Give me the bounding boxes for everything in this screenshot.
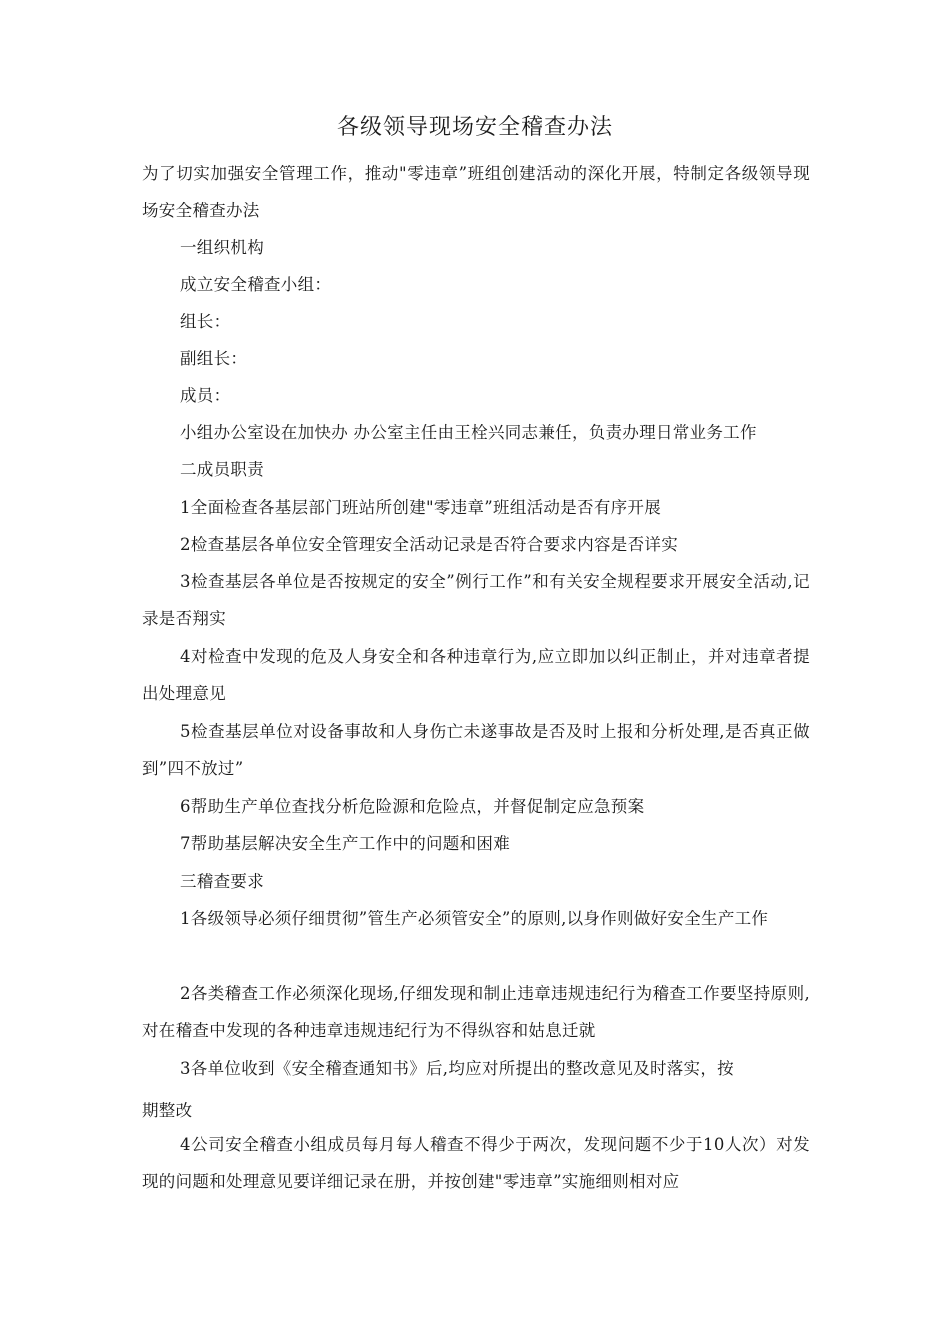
section-heading-requirements: 三稽查要求	[180, 872, 264, 891]
section-heading-organization: 一组织机构	[180, 238, 264, 257]
list-item: 5检查基层单位对设备事故和人身伤亡未遂事故是否及时上报和分析处理,是否真正做到”四不放过”	[142, 722, 810, 778]
paragraph: 副组长：	[180, 349, 248, 368]
list-item-continuation: 期整改	[142, 1101, 193, 1120]
intro-paragraph: 为了切实加强安全管理工作，推动"零违章”班组创建活动的深化开展，特制定各级领导现场安全稽查办法	[142, 164, 810, 220]
paragraph: 成员：	[180, 386, 231, 405]
list-item: 4公司安全稽查小组成员每月每人稽查不得少于两次，发现问题不少于10人次）对发现的问题和处理意见要详细记录在册，并按创建"零违章”实施细则相对应	[142, 1135, 810, 1191]
list-item: 2各类稽查工作必须深化现场,仔细发现和制止违章违规违纪行为稽查工作要坚持原则,对在稽查中发现的各种违章违规违纪行为不得纵容和姑息迁就	[142, 984, 810, 1040]
paragraph: 组长：	[180, 312, 231, 331]
paragraph: 小组办公室设在加快办 办公室主任由王栓兴同志兼任，负责办理日常业务工作	[180, 423, 757, 442]
list-item: 1全面检查各基层部门班站所创建"零违章”班组活动是否有序开展	[180, 498, 662, 517]
list-item: 1各级领导必须仔细贯彻”管生产必须管安全”的原则,以身作则做好安全生产工作	[180, 909, 769, 928]
list-item: 2检查基层各单位安全管理安全活动记录是否符合要求内容是否详实	[180, 535, 678, 554]
paragraph: 成立安全稽查小组：	[180, 275, 332, 294]
list-item: 7帮助基层解决安全生产工作中的问题和困难	[180, 834, 510, 853]
list-item: 6帮助生产单位查找分析危险源和危险点，并督促制定应急预案	[180, 797, 645, 816]
list-item: 4对检查中发现的危及人身安全和各种违章行为,应立即加以纠正制止，并对违章者提出处理意见	[142, 647, 810, 703]
list-item: 3检查基层各单位是否按规定的安全”例行工作”和有关安全规程要求开展安全活动,记录是否翔实	[142, 572, 810, 628]
document-title: 各级领导现场安全稽查办法	[336, 115, 613, 140]
section-heading-duties: 二成员职责	[180, 460, 264, 479]
list-item: 3各单位收到《安全稽查通知书》后,均应对所提出的整改意见及时落实，按	[180, 1059, 734, 1078]
